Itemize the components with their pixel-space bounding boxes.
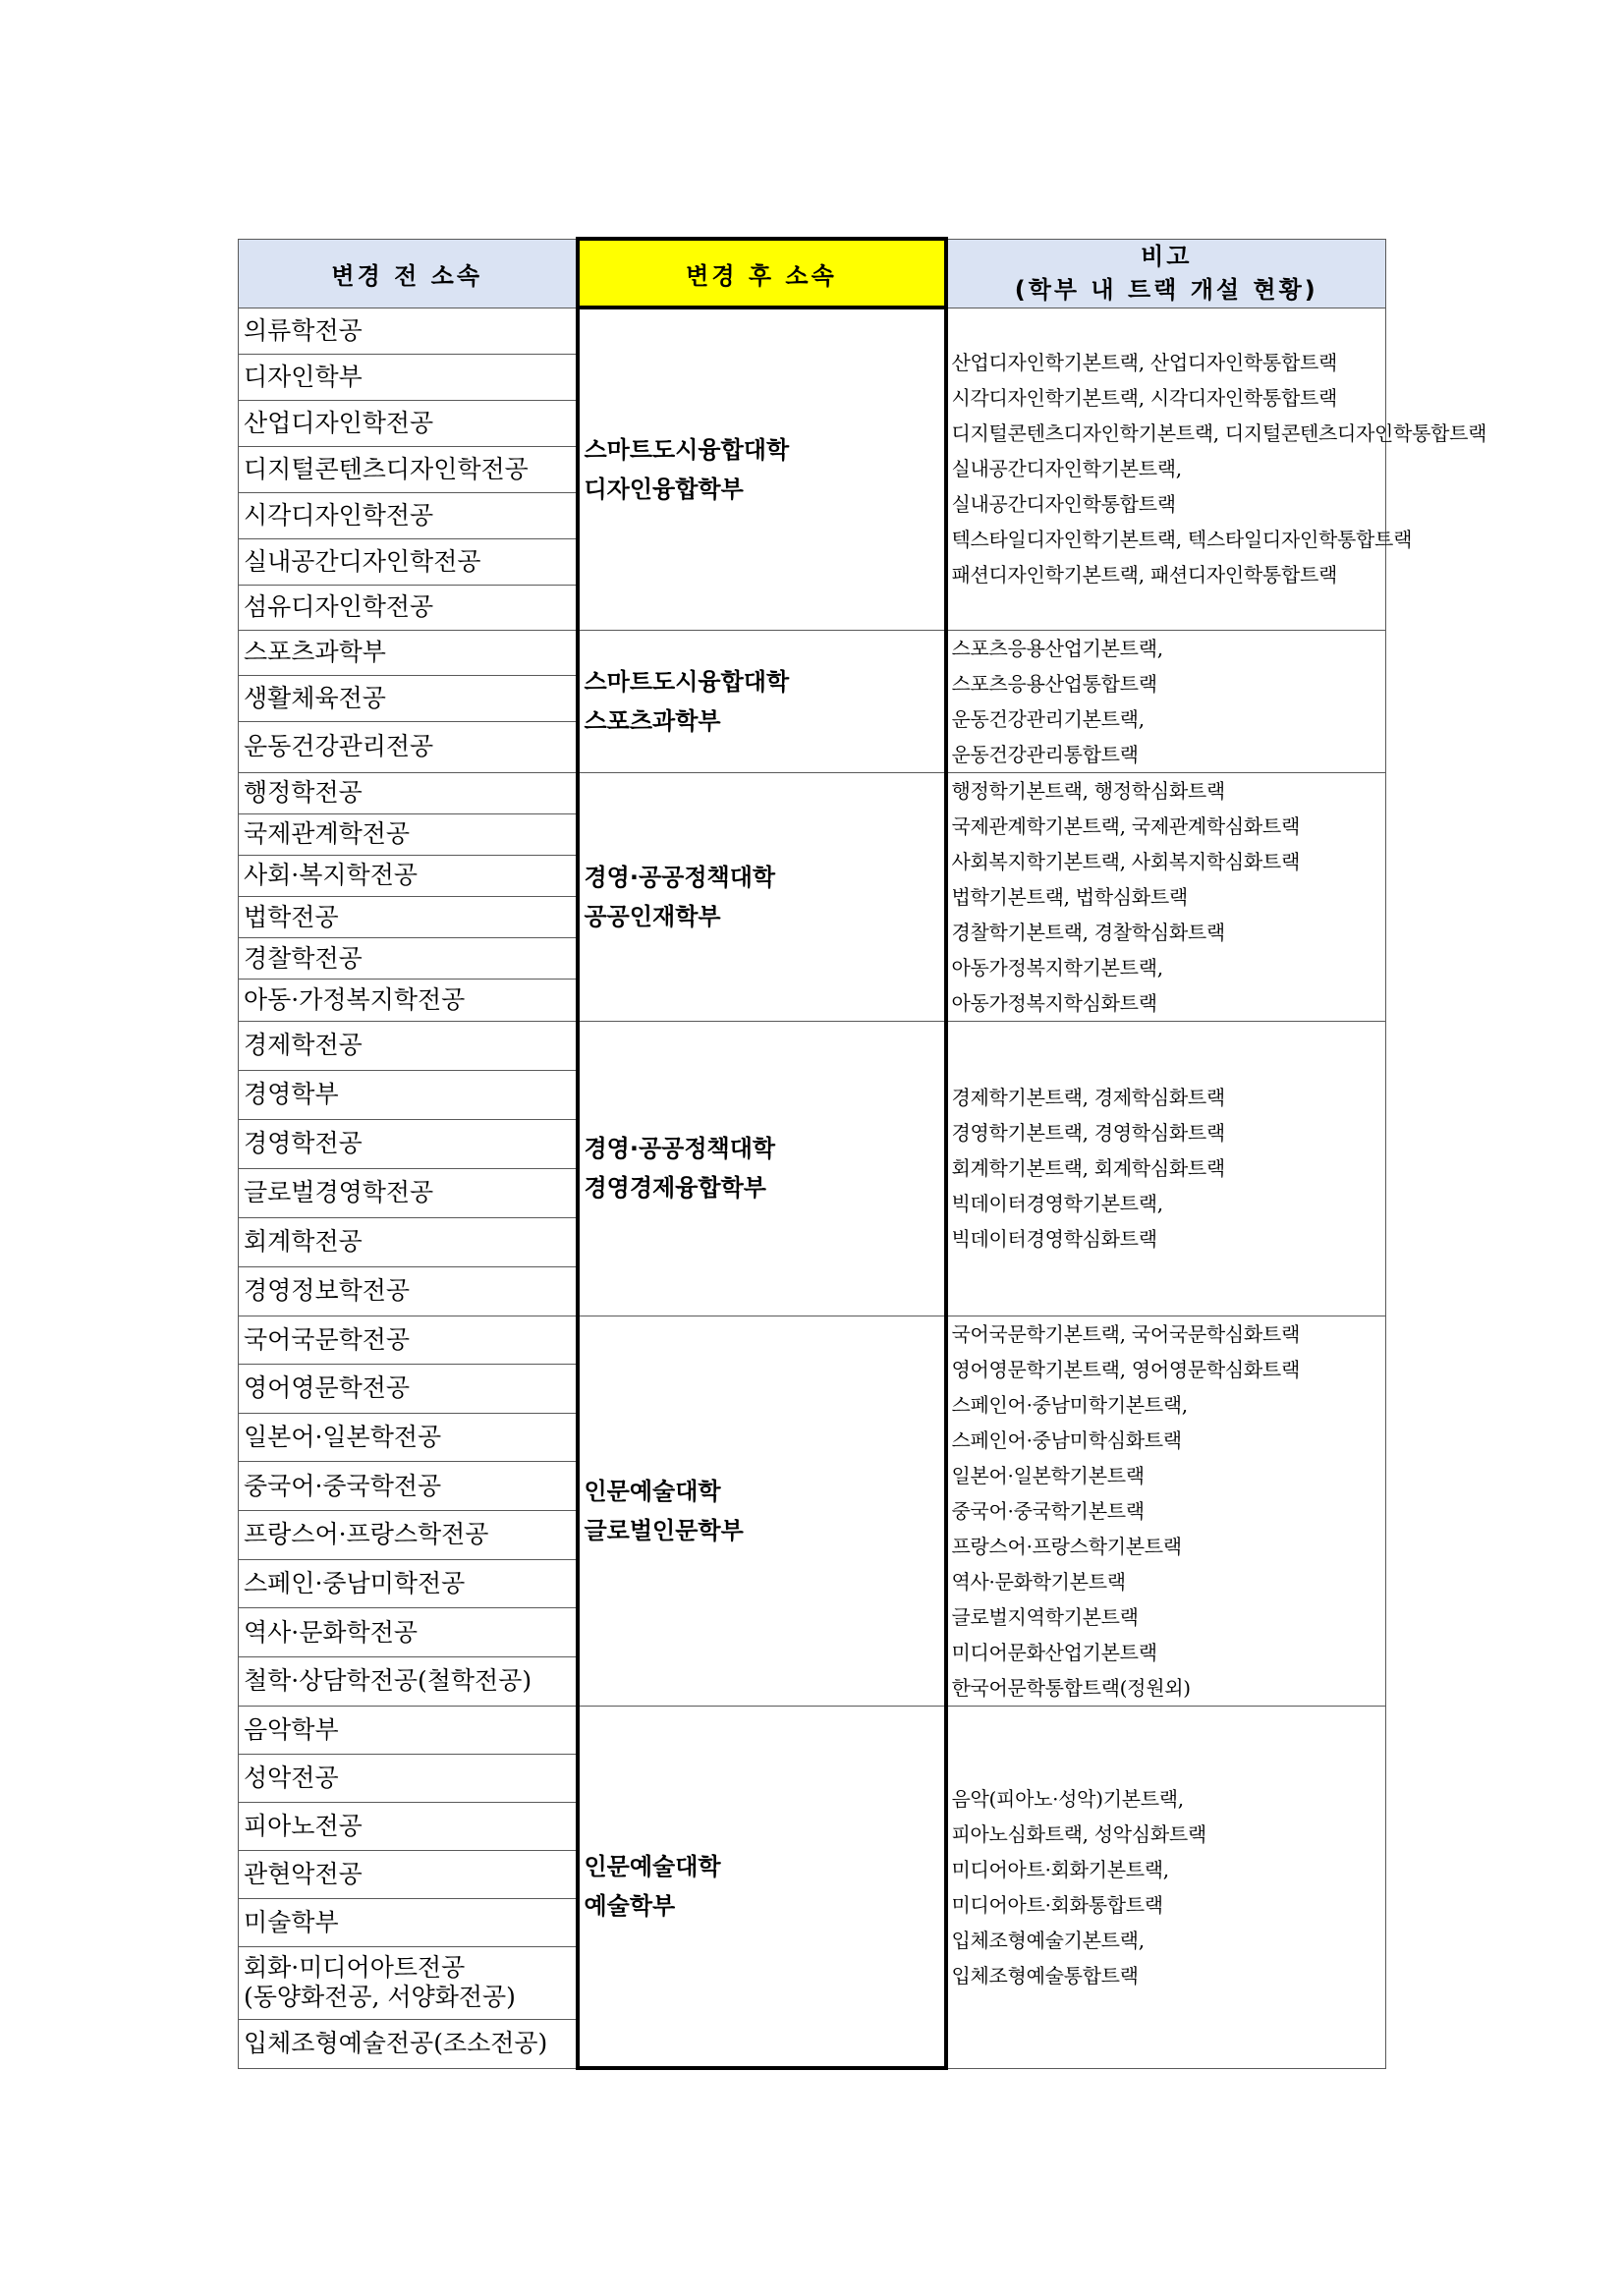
after-affiliation-text: 스마트도시융합대학: [584, 667, 790, 696]
track-note-line: 입체조형예술통합트랙: [951, 1963, 1139, 1988]
after-affiliation-text: 글로벌인문학부: [584, 1516, 744, 1544]
table-header-row: [239, 239, 1386, 308]
table-row: [239, 1706, 1386, 1754]
before-affiliation-text: 피아노전공: [244, 1811, 363, 1840]
before-affiliation-text: 철학·상담학전공(철학전공): [244, 1666, 532, 1696]
before-affiliation-text: 법학전공: [244, 902, 339, 931]
before-affiliation-text: (동양화전공, 서양화전공): [244, 1983, 516, 2011]
track-note-cell: [946, 772, 1386, 1021]
before-affiliation-cell: [239, 1217, 578, 1266]
after-affiliation-text: 스포츠과학부: [584, 706, 721, 735]
before-affiliation-text: 일본어·일본학전공: [244, 1423, 442, 1452]
track-note-line: 프랑스어·프랑스학기본트랙: [951, 1534, 1182, 1558]
before-affiliation-cell: [239, 1070, 578, 1119]
before-affiliation-text: 실내공간디자인학전공: [244, 546, 481, 576]
track-note-line: 경영학기본트랙, 경영학심화트랙: [951, 1121, 1225, 1145]
track-note-line: 국제관계학기본트랙, 국제관계학심화트랙: [951, 813, 1300, 838]
before-affiliation-text: 경영정보학전공: [244, 1276, 411, 1305]
track-note-line: 음악(피아노·성악)기본트랙,: [951, 1786, 1184, 1811]
table-body: [239, 308, 1487, 2068]
track-note-line: 실내공간디자인학기본트랙,: [951, 457, 1182, 480]
header-after: 변경 후 소속: [578, 239, 946, 308]
track-note-cell: [946, 1021, 1386, 1316]
header-before: 변경 전 소속: [239, 239, 578, 308]
before-affiliation-text: 사회·복지학전공: [244, 861, 418, 890]
before-affiliation-text: 디자인학부: [244, 362, 363, 391]
before-affiliation-cell: [239, 1021, 578, 1070]
before-affiliation-cell: [239, 538, 578, 585]
before-affiliation-cell: [239, 1656, 578, 1706]
before-affiliation-text: 성악전공: [244, 1763, 339, 1792]
track-note-line: 법학기본트랙, 법학심화트랙: [951, 884, 1188, 909]
track-note-line: 일본어·일본학기본트랙: [951, 1463, 1145, 1487]
track-note-cell: [946, 308, 1487, 630]
before-affiliation-text: 미술학부: [244, 1907, 339, 1936]
track-note-line: 스포츠응용산업통합트랙: [951, 671, 1157, 696]
after-affiliation-cell: [578, 308, 946, 630]
before-affiliation-cell: [239, 1266, 578, 1316]
header-note-line2: (학부 내 트랙 개설 현황): [1014, 276, 1318, 304]
track-note-line: 한국어문학통합트랙(정원외): [951, 1675, 1191, 1700]
before-affiliation-text: 산업디자인학전공: [244, 408, 434, 437]
after-affiliation-cell: [578, 630, 946, 772]
before-affiliation-cell: [239, 1946, 578, 2019]
before-affiliation-text: 입체조형예술전공(조소전공): [244, 2029, 548, 2057]
track-note-line: 경제학기본트랙, 경제학심화트랙: [951, 1086, 1225, 1109]
before-affiliation-cell: [239, 1850, 578, 1898]
before-affiliation-text: 영어영문학전공: [244, 1373, 411, 1403]
before-affiliation-cell: [239, 1559, 578, 1608]
track-note-line: 디지털콘텐츠디자인학기본트랙, 디지털콘텐츠디자인학통합트랙: [951, 421, 1487, 445]
before-affiliation-cell: [239, 400, 578, 446]
before-affiliation-text: 역사·문화학전공: [244, 1617, 418, 1647]
after-affiliation-cell: [578, 1706, 946, 2068]
before-affiliation-cell: [239, 938, 578, 980]
header-note: [946, 239, 1386, 308]
before-affiliation-cell: [239, 308, 578, 354]
track-note-line: 빅데이터경영학기본트랙,: [951, 1192, 1163, 1215]
track-note-line: 행정학기본트랙, 행정학심화트랙: [951, 778, 1225, 803]
track-note-line: 사회복지학기본트랙, 사회복지학심화트랙: [951, 849, 1300, 873]
table-row: [239, 1021, 1386, 1070]
track-note-line: 미디어문화산업기본트랙: [951, 1640, 1157, 1664]
track-note-line: 아동가정복지학심화트랙: [951, 990, 1157, 1015]
track-note-line: 스페인어·중남미학심화트랙: [951, 1428, 1182, 1452]
track-note-line: 텍스타일디자인학기본트랙, 텍스타일디자인학통합트랙: [951, 528, 1413, 551]
before-affiliation-text: 스포츠과학부: [244, 638, 386, 667]
after-affiliation-text: 인문예술대학: [584, 1852, 721, 1880]
before-affiliation-text: 프랑스어·프랑스학전공: [244, 1520, 489, 1549]
before-affiliation-cell: [239, 980, 578, 1021]
track-note-line: 피아노심화트랙, 성악심화트랙: [951, 1821, 1206, 1846]
before-affiliation-cell: [239, 1898, 578, 1946]
track-note-line: 스포츠응용산업기본트랙,: [951, 636, 1163, 660]
before-affiliation-text: 운동건강관리전공: [244, 732, 434, 761]
before-affiliation-cell: [239, 1706, 578, 1754]
before-affiliation-text: 경영학부: [244, 1080, 339, 1108]
track-note-line: 회계학기본트랙, 회계학심화트랙: [951, 1156, 1225, 1180]
before-affiliation-cell: [239, 1802, 578, 1850]
after-affiliation-text: 예술학부: [584, 1891, 676, 1920]
track-note-cell: [946, 1706, 1386, 2068]
before-affiliation-cell: [239, 813, 578, 855]
before-affiliation-text: 음악학부: [244, 1714, 339, 1744]
track-note-line: 아동가정복지학기본트랙,: [951, 955, 1163, 980]
before-affiliation-cell: [239, 1511, 578, 1560]
after-affiliation-text: 인문예술대학: [584, 1477, 721, 1505]
track-note-line: 역사·문화학기본트랙: [951, 1569, 1126, 1594]
before-affiliation-cell: [239, 896, 578, 937]
before-affiliation-text: 스페인·중남미학전공: [244, 1568, 466, 1597]
before-affiliation-cell: [239, 446, 578, 492]
before-affiliation-text: 생활체육전공: [244, 684, 386, 713]
track-note-line: 실내공간디자인학통합트랙: [951, 492, 1176, 516]
before-affiliation-text: 국어국문학전공: [244, 1324, 411, 1354]
after-affiliation-text: 공공인재학부: [584, 902, 721, 930]
track-note-line: 패션디자인학기본트랙, 패션디자인학통합트랙: [951, 563, 1338, 587]
table-row: [239, 1316, 1386, 1365]
after-affiliation-text: 경영·공공정책대학: [584, 1135, 776, 1162]
affiliation-change-table: [238, 237, 1487, 2070]
track-note-line: 미디어아트·회화통합트랙: [951, 1892, 1163, 1917]
before-affiliation-text: 글로벌경영학전공: [244, 1178, 434, 1206]
after-affiliation-text: 경영·공공정책대학: [584, 863, 776, 891]
before-affiliation-cell: [239, 1168, 578, 1217]
before-affiliation-cell: [239, 1316, 578, 1365]
after-affiliation-text: 디자인융합학부: [584, 475, 744, 503]
before-affiliation-cell: [239, 1608, 578, 1657]
table-row: [239, 308, 1386, 354]
track-note-cell: [946, 1316, 1386, 1706]
track-note-line: 스페인어·중남미학기본트랙,: [951, 1392, 1188, 1417]
before-affiliation-text: 회계학전공: [244, 1227, 363, 1256]
track-note-line: 영어영문학기본트랙, 영어영문학심화트랙: [951, 1357, 1300, 1381]
after-affiliation-text: 경영경제융합학부: [584, 1174, 766, 1202]
before-affiliation-text: 회화·미디어아트전공: [244, 1953, 466, 1982]
before-affiliation-text: 의류학전공: [244, 315, 363, 345]
track-note-line: 운동건강관리기본트랙,: [951, 706, 1145, 731]
before-affiliation-text: 관현악전공: [244, 1859, 363, 1888]
track-note-line: 운동건강관리통합트랙: [951, 742, 1139, 766]
before-affiliation-cell: [239, 1119, 578, 1168]
track-note-line: 경찰학기본트랙, 경찰학심화트랙: [951, 920, 1225, 944]
before-affiliation-text: 아동·가정복지학전공: [244, 984, 466, 1014]
track-note-line: 시각디자인학기본트랙, 시각디자인학통합트랙: [951, 386, 1338, 410]
before-affiliation-cell: [239, 630, 578, 676]
after-affiliation-text: 스마트도시융합대학: [584, 435, 790, 464]
before-affiliation-cell: [239, 492, 578, 538]
table-row: [239, 772, 1386, 813]
track-note-line: 중국어·중국학기본트랙: [951, 1498, 1145, 1523]
track-note-line: 미디어아트·회화기본트랙,: [951, 1857, 1169, 1881]
track-note-cell: [946, 630, 1386, 772]
before-affiliation-text: 디지털콘텐츠디자인학전공: [244, 454, 529, 483]
before-affiliation-cell: [239, 772, 578, 813]
before-affiliation-cell: [239, 722, 578, 772]
track-note-line: 입체조형예술기본트랙,: [951, 1928, 1145, 1952]
before-affiliation-cell: [239, 855, 578, 896]
before-affiliation-cell: [239, 2019, 578, 2068]
before-affiliation-text: 시각디자인학전공: [244, 500, 434, 530]
table-row: [239, 630, 1386, 676]
before-affiliation-text: 행정학전공: [244, 778, 363, 808]
track-note-line: 산업디자인학기본트랙, 산업디자인학통합트랙: [951, 351, 1338, 374]
before-affiliation-cell: [239, 1754, 578, 1802]
before-affiliation-text: 중국어·중국학전공: [244, 1471, 442, 1500]
before-affiliation-cell: [239, 585, 578, 630]
before-affiliation-text: 경영학전공: [244, 1129, 363, 1157]
track-note-line: 글로벌지역학기본트랙: [951, 1604, 1139, 1629]
after-affiliation-cell: [578, 1316, 946, 1706]
track-note-line: 국어국문학기본트랙, 국어국문학심화트랙: [951, 1321, 1300, 1346]
header-note-line1: 비고: [1141, 243, 1193, 270]
before-affiliation-text: 경제학전공: [244, 1031, 363, 1059]
before-affiliation-text: 경찰학전공: [244, 943, 363, 973]
before-affiliation-cell: [239, 1413, 578, 1462]
track-note-line: 빅데이터경영학심화트랙: [951, 1227, 1157, 1251]
before-affiliation-cell: [239, 676, 578, 722]
before-affiliation-cell: [239, 354, 578, 400]
before-affiliation-cell: [239, 1462, 578, 1511]
before-affiliation-text: 국제관계학전공: [244, 819, 411, 849]
before-affiliation-text: 섬유디자인학전공: [244, 592, 434, 621]
after-affiliation-cell: [578, 1021, 946, 1316]
before-affiliation-cell: [239, 1365, 578, 1414]
after-affiliation-cell: [578, 772, 946, 1021]
